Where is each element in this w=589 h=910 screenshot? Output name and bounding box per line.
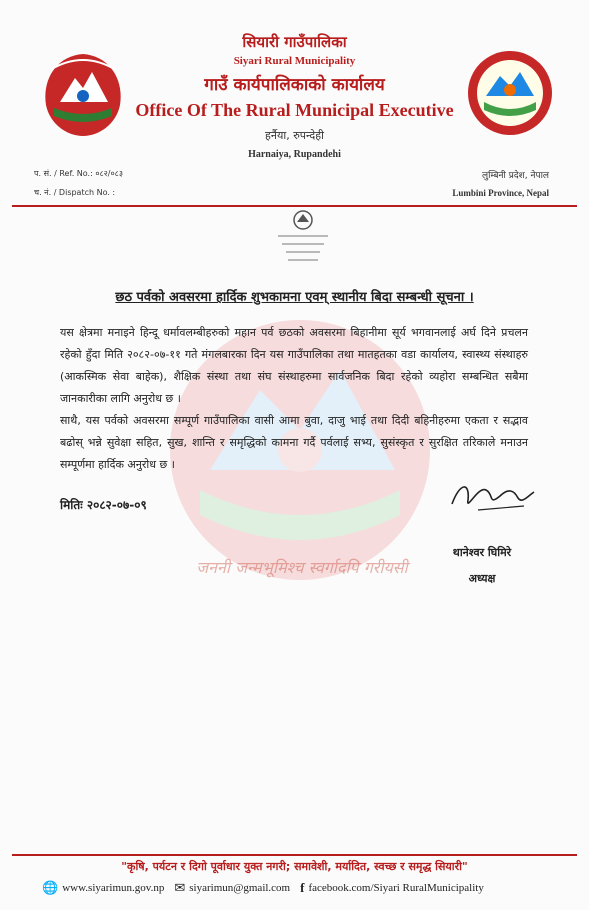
office-name-english: Office Of The Rural Municipal Executive — [135, 100, 454, 120]
signer-name: थानेश्वर घिमिरे — [452, 546, 512, 559]
globe-icon: 🌐 — [42, 880, 59, 895]
mail-icon: ✉ — [174, 880, 186, 895]
province-nepali: लुम्बिनी प्रदेश, नेपाल — [482, 171, 549, 181]
notice-paragraph-1: यस क्षेत्रमा मनाइने हिन्दू धर्मावलम्बीहरुको महान पर्व छठको अवसरमा बिहानीमा सूर्य भगवानलाई अर्घ दिने प्रचलन रहेको हुँदा मिति २०८२-०७-११ गते मंगलबारका दिन यस गाउँपालिका तथा मातहतका वडा कार्यालय, स्वास्थ्य संस्थाहरु (आकस्मिक सेवा बाहेक), शैक्षिक संस्था तथा संघ संस्थाहरुमा सार्वजनिक बिदा रहेको व्यहोरा सम्बन्धित सबैमा जानकारीका लागि अनुरोध छ । — [60, 326, 528, 405]
address-nepali: हर्नैया, रुपन्देही — [265, 129, 324, 142]
website-link[interactable]: www.siyarimun.gov.np — [62, 882, 165, 894]
header-divider — [12, 205, 577, 207]
reference-number: प. सं. / Ref. No.: ०८२/०८३ — [34, 169, 123, 178]
notice-subject — [0, 287, 589, 305]
office-stamp — [268, 208, 338, 272]
municipality-name-english: Siyari Rural Municipality — [233, 55, 356, 67]
signatory-block — [422, 540, 542, 592]
notice-body — [60, 322, 528, 476]
dispatch-number: च. नं. / Dispatch No. : — [34, 188, 116, 197]
signature — [448, 476, 538, 516]
footer-divider — [12, 854, 577, 856]
address-english: Harnaiya, Rupandehi — [248, 149, 341, 160]
notice-date: मितिः २०८२-०७-०९ — [60, 498, 147, 512]
signer-title: अध्यक्ष — [468, 572, 496, 585]
facebook-link[interactable]: facebook.com/Siyari RuralMunicipality — [308, 882, 484, 894]
notice-subject-text: छठ पर्वको अवसरमा हार्दिक शुभकामना एवम् स्थानीय बिदा सम्बन्धी सूचना । — [115, 290, 474, 305]
watermark-text: जननी जन्मभूमिश्च स्वर्गादपि गरीयसी — [196, 558, 408, 577]
email-link[interactable]: siyarimun@gmail.com — [189, 882, 291, 894]
footer-slogan: "कृषि, पर्यटन र दिगो पूर्वाधार युक्त नगरी; समावेशी, मर्यादित, स्वच्छ र समृद्ध सियारी" — [121, 860, 468, 873]
notice-paragraph-2: साथै, यस पर्वको अवसरमा सम्पूर्ण गाउँपालिका वासी आमा बुवा, दाजु भाई तथा दिदी बहिनीहरुमा एकता र सद्भाव बढोस् भन्ने सुवेक्षा सहित, सुख, शान्ति र समृद्धिको कामना गर्दै पर्वलाई सभ्य, सुसंस्कृत र सुरक्षित तरिकाले मनाउन सम्पूर्णमा हार्दिक अनुरोध छ । — [60, 414, 528, 471]
footer-contacts — [42, 880, 562, 896]
facebook-icon: f — [300, 880, 305, 895]
municipality-name-nepali: सियारी गाउँपालिका — [242, 33, 347, 51]
office-name-nepali: गाउँ कार्यपालिकाको कार्यालय — [204, 75, 385, 95]
province-english: Lumbini Province, Nepal — [452, 188, 549, 198]
